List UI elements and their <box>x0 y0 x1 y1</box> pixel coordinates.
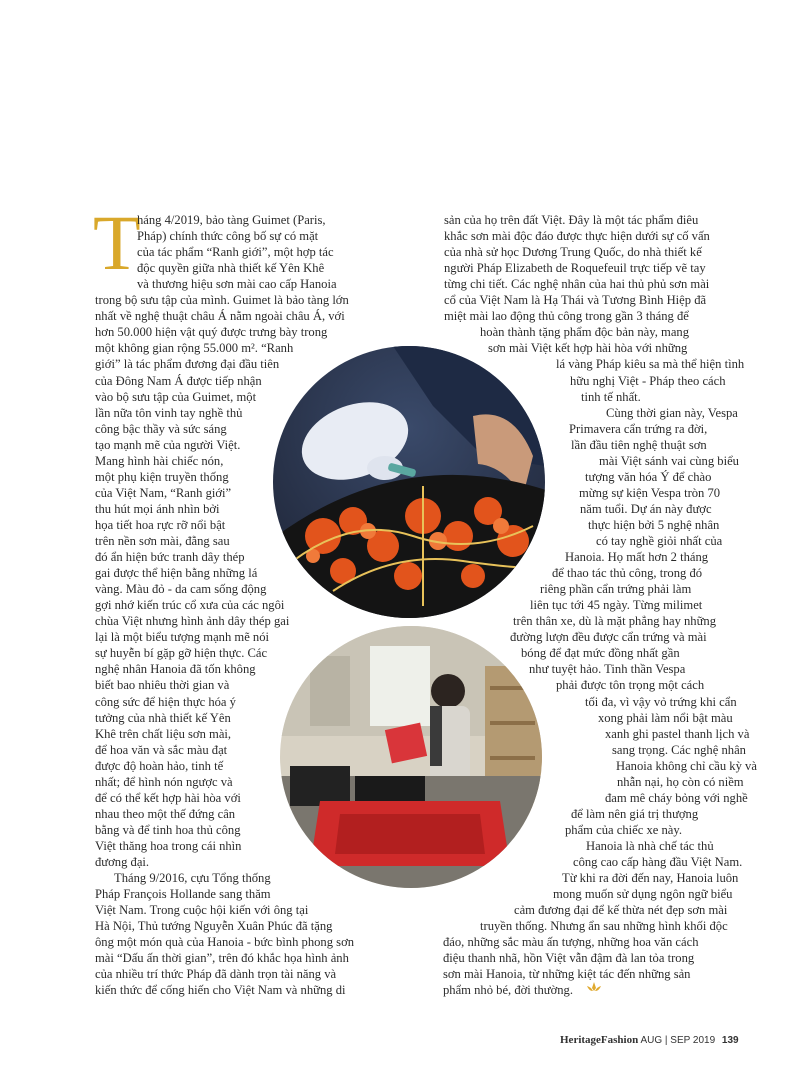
text-line: một không gian rộng 55.000 m². “Ranh <box>95 341 294 356</box>
text-line: nhất về nghệ thuật châu Á nằm ngoài châu Á, với <box>95 309 345 324</box>
text-line: đương đại. <box>95 855 150 869</box>
text-line: có tay nghề giỏi nhất của <box>596 534 723 548</box>
text-line: sản của họ trên đất Việt. Đây là một tác phẩm điêu <box>444 213 699 227</box>
text-line: mài Việt sánh vai cùng biểu <box>599 453 739 468</box>
text-line: Tháng 9/2016, cựu Tổng thống <box>114 871 271 886</box>
text-line: háng 4/2019, bảo tàng Guimet (Paris, <box>137 213 326 227</box>
text-line: để hoa văn và sắc màu đạt <box>95 742 228 757</box>
text-line: và thương hiệu sơn mài cao cấp Hanoia <box>137 277 337 292</box>
text-line: vàng. Màu đỏ - da cam sống động <box>95 582 267 597</box>
text-line: lần nữa tôn vinh tay nghề thủ <box>95 405 243 420</box>
text-line: gợi nhớ kiến trúc cổ xưa của các ngôi <box>95 598 285 613</box>
text-line: bằng và để tinh hoa thủ công <box>95 822 241 837</box>
text-line: bóng để đạt mức đồng nhất gần <box>521 646 680 661</box>
text-line: cổ của Việt Nam là Hạ Thái và Tương Bình Hiệp đã <box>444 293 707 308</box>
text-line: năm tuổi. Dự án này được <box>580 501 712 516</box>
text-line: vào bộ sưu tập của Guimet, một <box>95 389 257 404</box>
text-line: Khê trên chất liệu sơn mài, <box>95 726 232 741</box>
text-line: công bậc thầy và sức sáng <box>95 421 227 436</box>
text-line: của Việt Nam, “Ranh giới” <box>95 485 232 500</box>
text-line: sự huyễn bí gặp gỡ hiện thực. Các <box>95 646 268 661</box>
text-line: Mang hình hài chiếc nón, <box>95 453 224 468</box>
text-line: phẩm của chiếc xe này. <box>565 822 683 837</box>
text-line: tưởng của nhà thiết kế Yên <box>95 710 231 725</box>
text-line: Hà Nội, Thủ tướng Nguyễn Xuân Phúc đã tặng <box>95 919 333 934</box>
text-line: riêng phần cẩn trứng phải làm <box>540 582 692 597</box>
text-line: người Pháp Elizabeth de Roquefeuil trực tiếp vẽ tay <box>444 261 706 276</box>
photo-lacquer-painting <box>273 346 545 618</box>
text-line: Cùng thời gian này, Vespa <box>606 405 738 420</box>
text-line: của tác phẩm “Ranh giới”, một hợp tác <box>137 245 334 260</box>
text-line: sơn mài Hanoia, từ những kiệt tác đến những sản <box>443 967 691 982</box>
artisan-workshop-image <box>280 626 542 888</box>
text-line: tinh tế nhất. <box>581 389 641 404</box>
text-line: của nhiều trí thức Pháp đã dành trọn tài năng và <box>95 967 337 982</box>
text-line: Việt Nam. Trong cuộc hội kiến với ông tại <box>95 903 309 918</box>
text-line: cảm đương đại để kế thừa nét đẹp sơn mài <box>514 903 728 918</box>
footer <box>560 1034 739 1046</box>
text-line: Việt thăng hoa trong cái nhìn <box>95 838 242 853</box>
text-line: điệu thanh nhã, hồn Việt vẫn đậm đà lan tỏa trong <box>443 951 695 966</box>
text-line: Pháp François Hollande sang thăm <box>95 887 271 902</box>
text-line: như tuyệt hảo. Tinh thần Vespa <box>529 662 686 677</box>
text-line: được độ hoàn hảo, tinh tế <box>95 758 224 773</box>
text-line: Hanoia. Họ mất hơn 2 tháng <box>565 550 709 565</box>
text-line: sơn mài Việt kết hợp hài hòa với những <box>488 341 688 356</box>
text-line: tượng văn hóa Ý để chào <box>585 469 712 484</box>
text-line: tối đa, vì vậy vỏ trứng khi cẩn <box>585 694 737 709</box>
text-line: ông một món quà của Hanoia - bức bình phong sơn <box>95 935 355 950</box>
text-line: để có thể kết hợp hài hòa với <box>95 790 241 805</box>
text-line: thực hiện bởi 5 nghệ nhân <box>588 517 720 532</box>
text-line: lại là một biểu tượng mạnh mẽ nói <box>95 630 270 645</box>
text-line: lá vàng Pháp kiêu sa mà thể hiện tình <box>556 357 745 372</box>
text-line: một phụ kiện truyền thống <box>95 469 229 484</box>
text-line: để thao tác thủ công, trong đó <box>552 566 703 581</box>
text-line: trên nền sơn mài, đằng sau <box>95 534 230 548</box>
text-line: hoàn thành tặng phẩm độc bản này, mang <box>480 325 690 340</box>
text-line: xanh ghi pastel thanh lịch và <box>605 726 750 741</box>
text-line: mừng sự kiện Vespa tròn 70 <box>579 485 721 500</box>
text-line: để làm nên giá trị thượng <box>571 806 699 821</box>
text-line: mong muốn sử dụng ngôn ngữ biểu <box>553 887 733 902</box>
text-line: gai được thể hiện bằng những lá <box>95 566 258 581</box>
text-line: công cao cấp hàng đầu Việt Nam. <box>573 855 743 869</box>
text-line: lần đầu tiên nghệ thuật sơn <box>571 437 707 452</box>
text-line: khắc sơn mài độc đáo được thực hiện dưới sự cố vấn <box>444 229 710 244</box>
text-line: miệt mài lao động thủ công trong gần 3 tháng để <box>444 309 689 324</box>
text-line: chùa Việt nhưng hình ảnh dây thép gai <box>95 614 290 629</box>
drop-cap: T <box>93 199 141 286</box>
text-line: giới” là tác phẩm đương đại đầu tiên <box>95 357 280 372</box>
text-line: đáo, những sắc màu ấn tượng, những hoa văn cách <box>443 935 699 950</box>
lotus-icon <box>586 982 602 992</box>
text-line: Hanoia không chỉ cầu kỳ và <box>616 758 757 773</box>
lacquer-painting-image <box>273 346 545 618</box>
text-line: Từ khi ra đời đến nay, Hanoia luôn <box>562 871 739 886</box>
text-line: phẩm nhỏ bé, đời thường. <box>443 983 573 998</box>
text-line: truyền thống. Nhưng ẩn sau những hình khối độc <box>480 919 728 934</box>
text-line: Pháp) chính thức công bố sự có mặt <box>137 229 319 244</box>
magazine-name: HeritageFashion <box>560 1034 639 1046</box>
text-line: hữu nghị Việt - Pháp theo cách <box>570 373 726 388</box>
text-line: công sức để hiện thực hóa ý <box>95 694 236 709</box>
text-line: liên tục tới 45 ngày. Từng milimet <box>530 598 703 613</box>
photo-artisan-workshop <box>280 626 542 888</box>
text-line: tạo mạnh mẽ của người Việt. <box>95 437 241 452</box>
text-line: hơn 50.000 hiện vật quý được trưng bày trong <box>95 325 328 340</box>
text-line: Hanoia là nhà chế tác thủ <box>586 838 714 853</box>
text-line: nhẫn nại, họ còn có niềm <box>617 774 744 789</box>
text-line: nhất; để hình nón ngược và <box>95 774 233 789</box>
text-line: mài “Dấu ấn thời gian”, trên đó khắc họa hình ảnh <box>95 951 349 966</box>
text-line: thu hút mọi ánh nhìn bởi <box>95 501 220 516</box>
text-line: trong bộ sưu tập của mình. Guimet là bảo tàng lớn <box>95 293 349 308</box>
text-line: nghệ nhân Hanoia đã tốn không <box>95 662 256 677</box>
text-line: của nhà sử học Dương Trung Quốc, do nhà thiết kế <box>444 245 702 260</box>
issue-date: AUG | SEP 2019 <box>640 1035 716 1046</box>
text-line: sang trọng. Các nghệ nhân <box>612 742 746 757</box>
text-line: trên thân xe, dù là mặt phẳng hay những <box>513 614 717 629</box>
text-line: nhau theo một thế đứng cân <box>95 806 236 821</box>
text-line: kiến thức để cống hiến cho Việt Nam và những di <box>95 983 346 998</box>
text-line: đường lượn đều được cẩn trứng và mài <box>510 630 707 645</box>
text-line: họa tiết hoa rực rỡ nổi bật <box>95 517 226 532</box>
text-line: đó ẩn hiện bức tranh dây thép <box>95 550 245 565</box>
text-line: biết bao nhiêu thời gian và <box>95 678 230 693</box>
text-line: độc quyền giữa nhà thiết kế Yên Khê <box>137 261 325 276</box>
text-line: của Đông Nam Á được tiếp nhận <box>95 373 262 388</box>
text-line: xong phải làm nổi bật màu <box>598 710 733 725</box>
text-line: Primavera cẩn trứng ra đời, <box>569 421 708 436</box>
text-line: phải được tôn trọng một cách <box>556 678 705 693</box>
text-line: đam mê cháy bỏng với nghề <box>605 790 748 805</box>
page-number: 139 <box>721 1035 739 1046</box>
text-line: từng chi tiết. Các nghệ nhân của hai thủ phủ sơn mài <box>444 277 710 292</box>
